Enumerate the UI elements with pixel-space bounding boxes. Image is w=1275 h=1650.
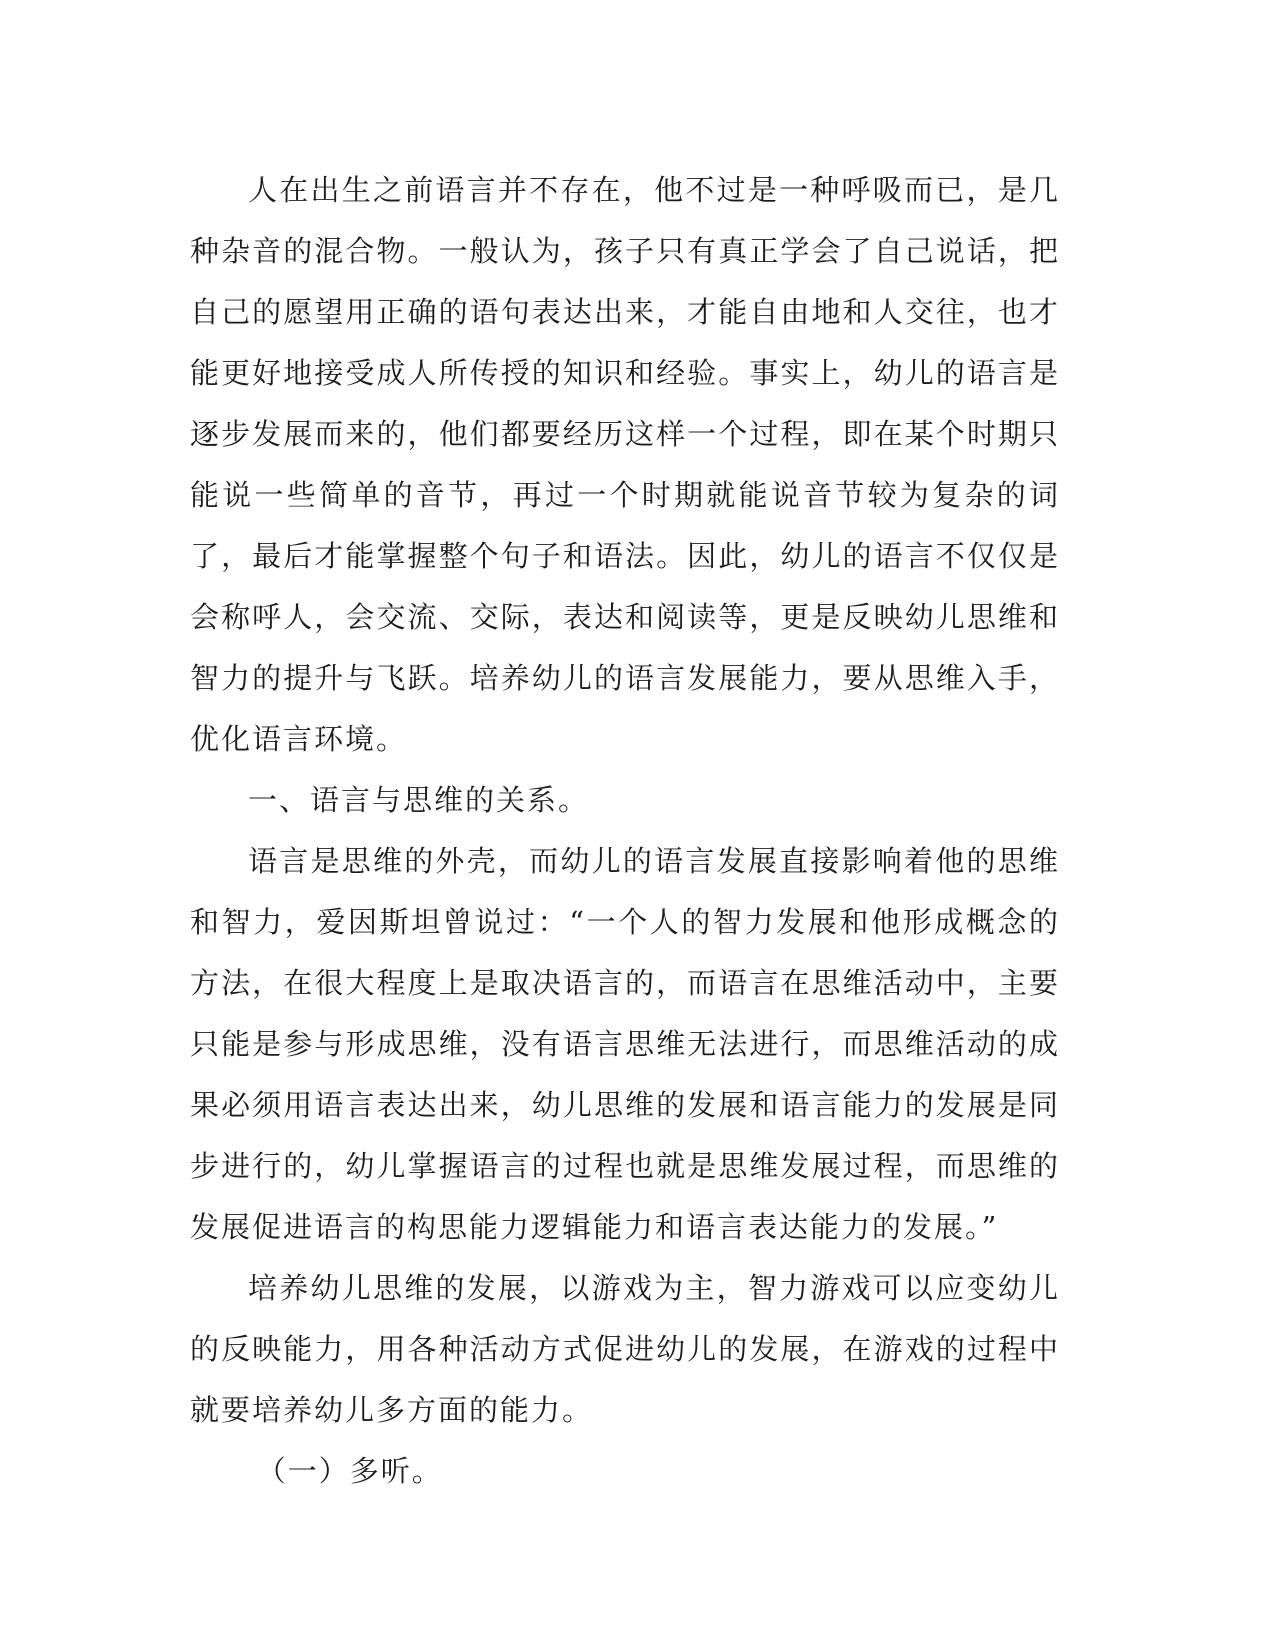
section-heading-language-thinking: 一、语言与思维的关系。 [248,783,590,817]
subsection-heading-listen-more: （一）多听。 [256,1454,443,1488]
paragraph-intro: 人在出生之前语言并不存在，他不过是一种呼吸而已，是几种杂音的混合物。一般认为，孩子只有真正学会了自己说话，把自己的愿望用正确的语句表达出来，才能自由地和人交往，也才能更好地接受成人所传授的知识和经验。事实上，幼儿的语言是逐步发展而来的，他们都要经历这样一个过程，即在某个时期只能说一些简单的音节，再过一个时期就能说音节较为复杂的词了，最后才能掌握整个句子和语法。因此，幼儿的语言不仅仅是会称呼人，会交流、交际，表达和阅读等，更是反映幼儿思维和智力的提升与飞跃。培养幼儿的语言发展能力，要从思维入手，优化语言环境。 [190,173,1060,756]
paragraph-games: 培养幼儿思维的发展，以游戏为主，智力游戏可以应变幼儿的反映能力，用各种活动方式促进幼儿的发展，在游戏的过程中就要培养幼儿多方面的能力。 [190,1271,1060,1427]
document-body [190,160,1060,1502]
paragraph-language-thinking: 语言是思维的外壳，而幼儿的语言发展直接影响着他的思维和智力，爱因斯坦曾说过：“一个人的智力发展和他形成概念的方法，在很大程度上是取决语言的，而语言在思维活动中，主要只能是参与形成思维，没有语言思维无法进行，而思维活动的成果必须用语言表达出来，幼儿思维的发展和语言能力的发展是同步进行的，幼儿掌握语言的过程也就是思维发展过程，而思维的发展促进语言的构思能力逻辑能力和语言表达能力的发展。” [190,844,1060,1244]
